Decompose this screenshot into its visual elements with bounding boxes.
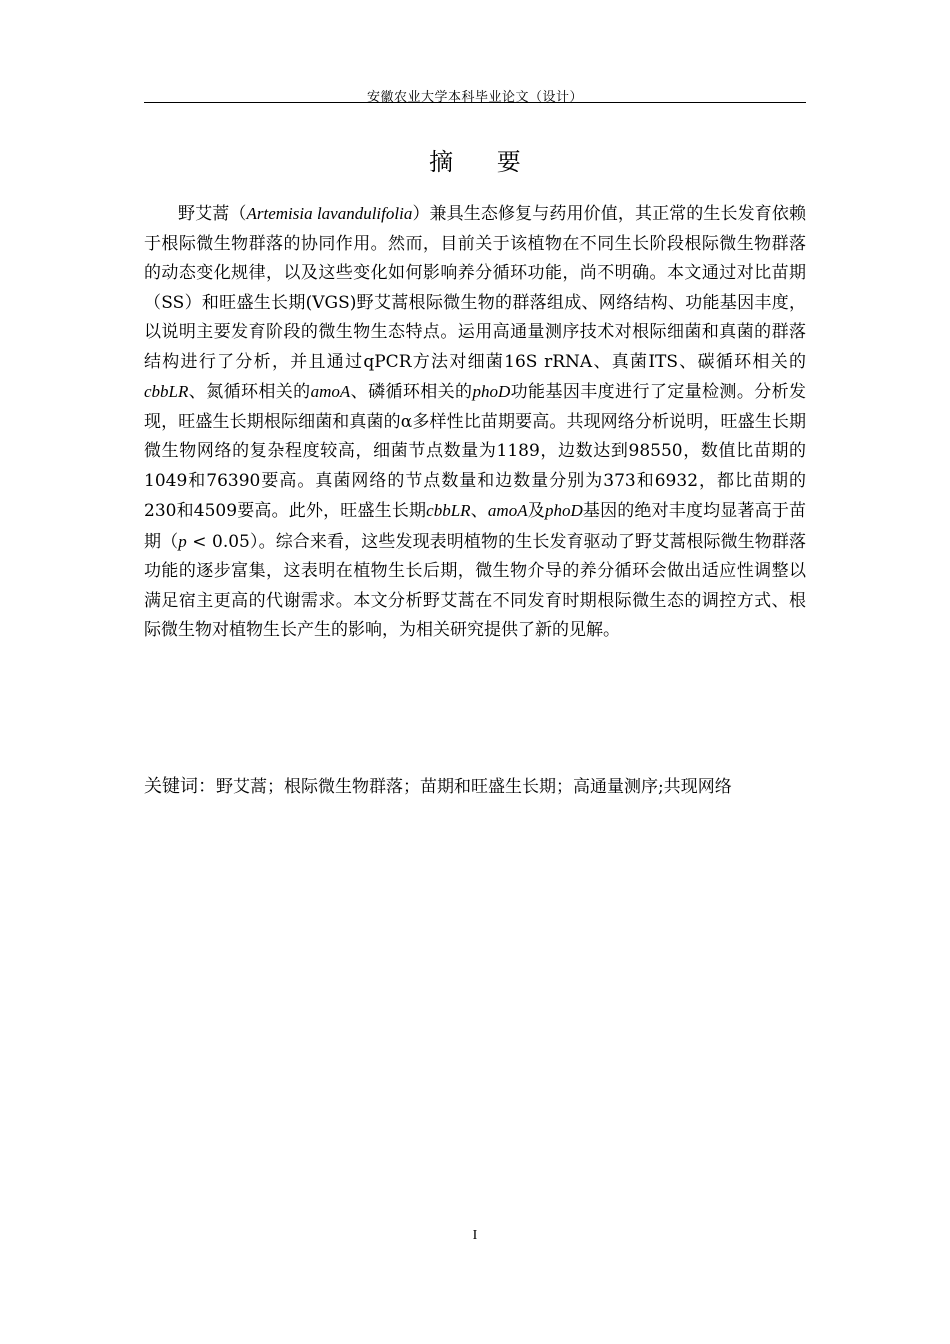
keywords-paragraph xyxy=(144,772,806,803)
abstract-text-7: 及 xyxy=(527,501,545,521)
gene-cbblr-2: cbbLR xyxy=(426,501,471,520)
abstract-paragraph xyxy=(144,199,806,646)
keywords-label: 关键词： xyxy=(144,776,216,797)
keywords-text: 野艾蒿；根际微生物群落；苗期和旺盛生长期；高通量测序;共现网络 xyxy=(216,777,732,797)
abstract-text-1: 野艾蒿（ xyxy=(178,204,247,224)
gene-amoa: amoA xyxy=(310,382,351,401)
abstract-text-2: ）兼具生态修复与药用价值，其正常的生长发育依赖于根际微生物群落的协同作用。然而，目前关于该植物在不同生长阶段根际微生物群落的动态变化规律，以及这些变化如何影响养分循环功能，尚不明确。本文通过对比苗期（SS）和旺盛生长期(VGS)野艾蒿根际微生物的群落组成、网络结构、功能基因丰度，以说明主要发育阶段的微生物生态特点。运用高通量测序技术对根际细菌和真菌的群落结构进行了分析，并且通过qPCR方法对细菌16S rRNA、真菌ITS、碳循环相关的 xyxy=(144,204,806,372)
gene-phod-2: phoD xyxy=(544,501,583,520)
abstract-title: 摘 要 xyxy=(429,148,539,176)
header-divider xyxy=(144,102,806,103)
abstract-text-6: 、 xyxy=(470,501,488,521)
abstract-text-9: < 0.05）。综合来看，这些发现表明植物的生长发育驱动了野艾蒿根际微生物群落功能的逐步富集，这表明在植物生长后期，微生物介导的养分循环会做出适应性调整以满足宿主更高的代谢需求。本文分析野艾蒿在不同发育时期根际微生态的调控方式、根际微生物对植物生长产生的影响，为相关研究提供了新的见解。 xyxy=(144,531,807,640)
gene-phod: phoD xyxy=(472,382,511,401)
abstract-text-4: 、磷循环相关的 xyxy=(350,382,473,402)
abstract-text-8: 基因的绝对丰度均显著高于苗期（ xyxy=(144,501,807,552)
running-header: 安徽农业大学本科毕业论文（设计） xyxy=(366,90,583,105)
p-value-symbol: p xyxy=(178,531,187,551)
gene-amoa-2: amoA xyxy=(487,501,528,520)
abstract-text-3: 、氮循环相关的 xyxy=(188,382,311,402)
species-name: Artemisia lavandulifolia xyxy=(246,204,413,223)
page-number: I xyxy=(472,1228,478,1243)
gene-cbblr: cbbLR xyxy=(144,382,189,401)
abstract-text-5: 功能基因丰度进行了定量检测。分析发现，旺盛生长期根际细菌和真菌的α多样性比苗期要高。共现网络分析说明，旺盛生长期微生物网络的复杂程度较高，细菌节点数量为1189，边数达到98550，数值比苗期的1049和76390要高。真菌网络的节点数量和边数量分别为373和6932，都比苗期的230和4509要高。此外，旺盛生长期 xyxy=(144,382,807,521)
